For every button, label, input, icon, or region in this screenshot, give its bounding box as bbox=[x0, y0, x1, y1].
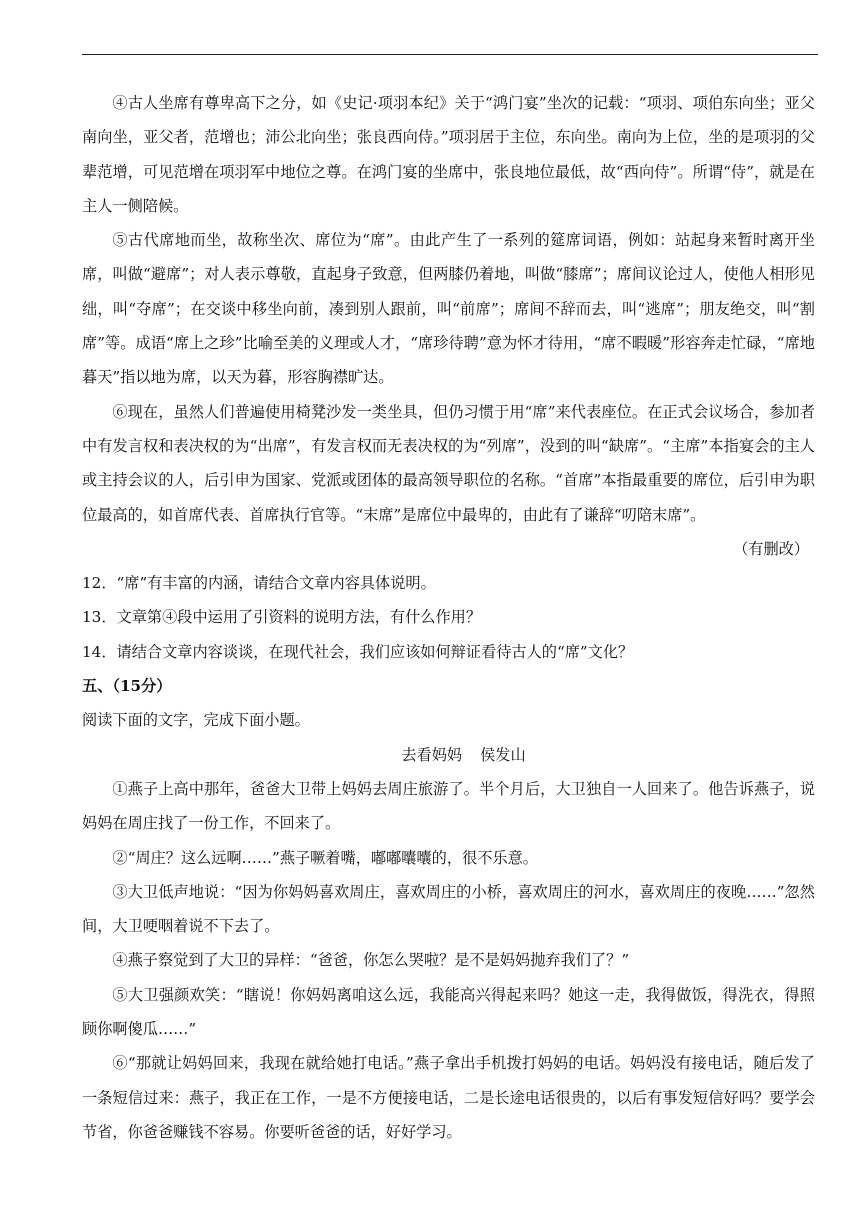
question-12: 12．“席”有丰富的内涵，请结合文章内容具体说明。 bbox=[82, 574, 436, 593]
story-paragraph-3: ③大卫低声地说：“因为你妈妈喜欢周庄，喜欢周庄的小桥，喜欢周庄的河水，喜欢周庄的夜晚……”忽然间，大卫哽咽着说不下去了。 bbox=[82, 882, 815, 936]
question-13: 13．文章第④段中运用了引资料的说明方法，有什么作用？ bbox=[82, 608, 482, 627]
story-title: 去看妈妈 bbox=[401, 745, 463, 764]
header-rule bbox=[82, 54, 818, 55]
passage-paragraph-4: ④古人坐席有尊卑高下之分，如《史记·项羽本纪》关于“鸿门宴”坐次的记载：“项羽、项伯东向坐；亚父南向坐，亚父者，范增也；沛公北向坐；张良西向侍。”项羽居于主位，东向坐。南向为上位，坐的是项羽的父辈范增，可见范增在项羽军中地位之尊。在鸿门宴的坐席中，张良地位最低，故“西向侍”。所谓“侍”，就是在主人一侧陪候。 bbox=[82, 94, 815, 215]
document-body bbox=[82, 86, 815, 1149]
story-paragraph-2: ②“周庄？这么远啊……”燕子噘着嘴，嘟嘟囔囔的，很不乐意。 bbox=[112, 848, 538, 867]
passage-paragraph-5: ⑤古代席地而坐，故称坐次、席位为“席”。由此产生了一系列的筵席词语，例如：站起身来暂时离开坐席，叫做“避席”；对人表示尊敬，直起身子致意，但两膝仍着地，叫做“膝席”；席间议论过人，使他人相形见绌，叫“夺席”；在交谈中移坐向前，凑到别人跟前，叫“前席”；席间不辞而去，叫“逃席”；朋友绝交，叫“割席”等。成语“席上之珍”比喻至美的义理或人才，“席珍待聘”意为怀才待用，“席不暇暖”形容奔走忙碌，“席地暮天”指以地为席，以天为暮，形容胸襟旷达。 bbox=[82, 231, 815, 387]
section-heading: 五、（15分） bbox=[82, 677, 172, 696]
passage-paragraph-6: ⑥现在，虽然人们普遍使用椅凳沙发一类坐具，但仍习惯于用“席”来代表座位。在正式会议场合，参加者中有发言权和表决权的为“出席”，有发言权而无表决权的为“列席”，没到的叫“缺席”。“主席”本指宴会的主人或主持会议的人，后引申为国家、党派或团体的最高领导职位的名称。“首席”本指最重要的席位，后引申为职位最高的，如首席代表、首席执行官等。“末席”是席位中最卑的，由此有了谦辞“叨陪末席”。 bbox=[82, 402, 815, 524]
story-author: 侯发山 bbox=[480, 745, 526, 764]
story-paragraph-1: ①燕子上高中那年，爸爸大卫带上妈妈去周庄旅游了。半个月后，大卫独自一人回来了。他告诉燕子，说妈妈在周庄找了一份工作，不回来了。 bbox=[82, 779, 815, 833]
question-14: 14．请结合文章内容谈谈，在现代社会，我们应该如何辩证看待古人的“席”文化？ bbox=[82, 642, 634, 661]
story-title-line bbox=[82, 738, 815, 772]
source-note: （有删改） bbox=[733, 539, 809, 558]
story-paragraph-5: ⑤大卫强颜欢笑：“瞎说！你妈妈离咱这么远，我能高兴得起来吗？她这一走，我得做饭，得洗衣，得照顾你啊傻瓜……” bbox=[82, 985, 815, 1039]
story-paragraph-6: ⑥“那就让妈妈回来，我现在就给她打电话。”燕子拿出手机拨打妈妈的电话。妈妈没有接电话，随后发了一条短信过来：燕子，我正在工作，一是不方便接电话，二是长途电话很贵的，以后有事发短信好吗？要学会节省，你爸爸赚钱不容易。你要听爸爸的话，好好学习。 bbox=[82, 1054, 815, 1141]
section-instruction: 阅读下面的文字，完成下面小题。 bbox=[82, 711, 310, 730]
story-paragraph-4: ④燕子察觉到了大卫的异样：“爸爸，你怎么哭啦？是不是妈妈抛弃我们了？” bbox=[112, 951, 630, 970]
